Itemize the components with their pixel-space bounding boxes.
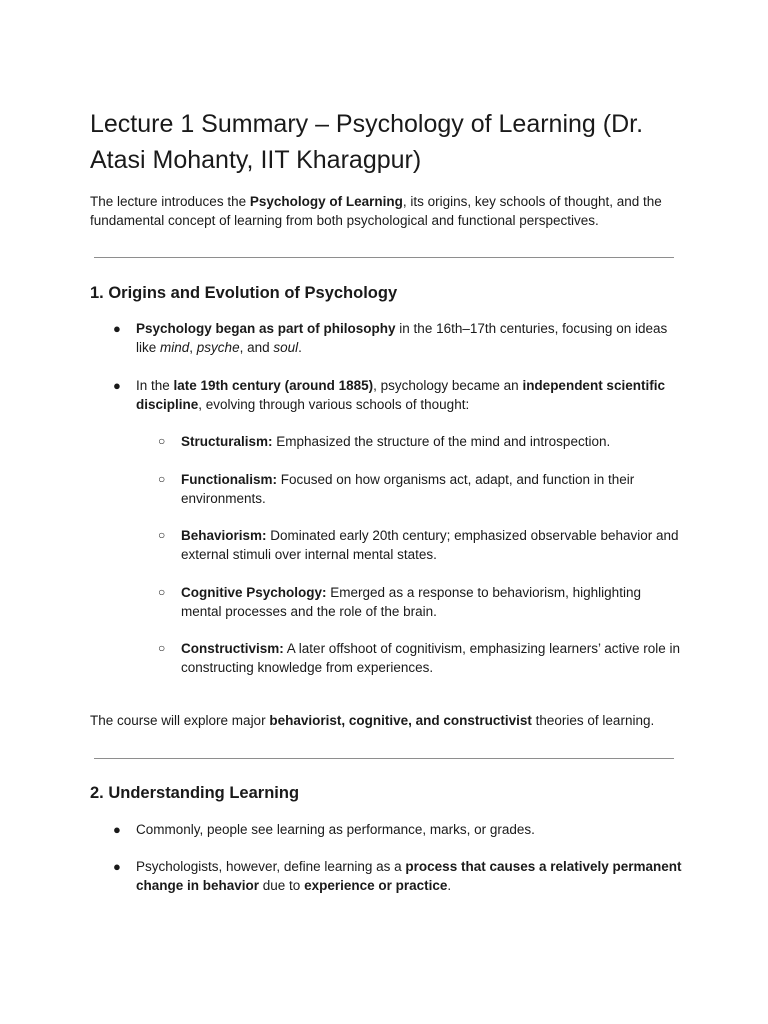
sub-bullet-marker: ○ — [158, 434, 166, 448]
sub-list-item-text — [181, 583, 681, 621]
italic-text: mind — [160, 340, 190, 355]
plain-text: , — [189, 340, 197, 355]
bold-text: process that causes a relatively permanent change in behavior — [136, 859, 682, 893]
bullet-marker: ● — [113, 822, 121, 837]
school-description: A later offshoot of cognitivism, emphasizing learners’ active role in constructing knowledge from experiences. — [181, 641, 680, 675]
sub-list-item-text — [181, 526, 681, 564]
plain-text: in the 16th–17th centuries, focusing on ideas like — [136, 321, 668, 355]
bold-text: independent scientific discipline — [136, 378, 665, 412]
bold-text: late 19th century (around 1885) — [173, 378, 374, 393]
closing-paragraph — [90, 711, 690, 730]
plain-text: , psychology became an — [373, 378, 523, 393]
school-description: Focused on how organisms act, adapt, and function in their environments. — [181, 472, 635, 506]
school-name: Behaviorism: — [181, 528, 267, 543]
plain-text: , evolving through various schools of thought: — [198, 397, 470, 412]
bullet-marker: ● — [113, 378, 121, 393]
intro-bold: Psychology of Learning — [249, 194, 403, 209]
bold-text: experience or practice — [304, 878, 448, 893]
list-item-text — [136, 319, 686, 357]
school-name: Cognitive Psychology: — [181, 585, 327, 600]
intro-text: , its origins, key schools of thought, and the fundamental concept of learning from both psychological and functional perspectives. — [90, 194, 662, 228]
list-item-text — [136, 857, 686, 895]
bold-text: behaviorist, cognitive, and constructivist — [269, 713, 532, 728]
list-item-text — [136, 376, 686, 414]
school-name: Functionalism: — [181, 472, 278, 487]
plain-text: The course will explore major — [90, 713, 270, 728]
sub-bullet-marker: ○ — [158, 528, 166, 542]
italic-text: soul — [273, 340, 299, 355]
bold-text: Psychology began as part of philosophy — [136, 321, 396, 336]
sub-list-item-text — [181, 639, 681, 677]
sub-bullet-marker: ○ — [158, 585, 166, 599]
italic-text: psyche — [196, 340, 240, 355]
plain-text: due to — [259, 878, 305, 893]
section-divider — [94, 758, 674, 759]
section-heading: 1. Origins and Evolution of Psychology — [90, 284, 398, 302]
school-description: Dominated early 20th century; emphasized observable behavior and external stimuli over internal mental states. — [181, 528, 679, 562]
bullet-marker: ● — [113, 859, 121, 874]
plain-text: Psychologists, however, define learning as a — [136, 859, 406, 874]
plain-text: . — [447, 878, 452, 893]
sub-bullet-marker: ○ — [158, 641, 166, 655]
plain-text: theories of learning. — [531, 713, 655, 728]
section-heading: 2. Understanding Learning — [90, 784, 300, 802]
school-description: Emphasized the structure of the mind and introspection. — [272, 434, 611, 449]
sub-bullet-marker: ○ — [158, 472, 166, 486]
intro-text: The lecture introduces the — [90, 194, 250, 209]
list-item-text: Commonly, people see learning as performance, marks, or grades. — [136, 822, 535, 837]
plain-text: In the — [136, 378, 174, 393]
plain-text: , and — [239, 340, 274, 355]
plain-text: . — [298, 340, 302, 355]
section-divider — [94, 257, 674, 258]
school-name: Structuralism: — [181, 434, 273, 449]
sub-list-item-text — [181, 470, 681, 508]
page-title: Lecture 1 Summary – Psychology of Learning (Dr. Atasi Mohanty, IIT Kharagpur) — [90, 110, 644, 174]
intro-paragraph — [90, 192, 690, 230]
bullet-marker: ● — [113, 321, 121, 336]
sub-list-item-text — [181, 432, 681, 451]
school-name: Constructivism: — [181, 641, 284, 656]
school-description: Emerged as a response to behaviorism, highlighting mental processes and the role of the brain. — [181, 585, 641, 619]
